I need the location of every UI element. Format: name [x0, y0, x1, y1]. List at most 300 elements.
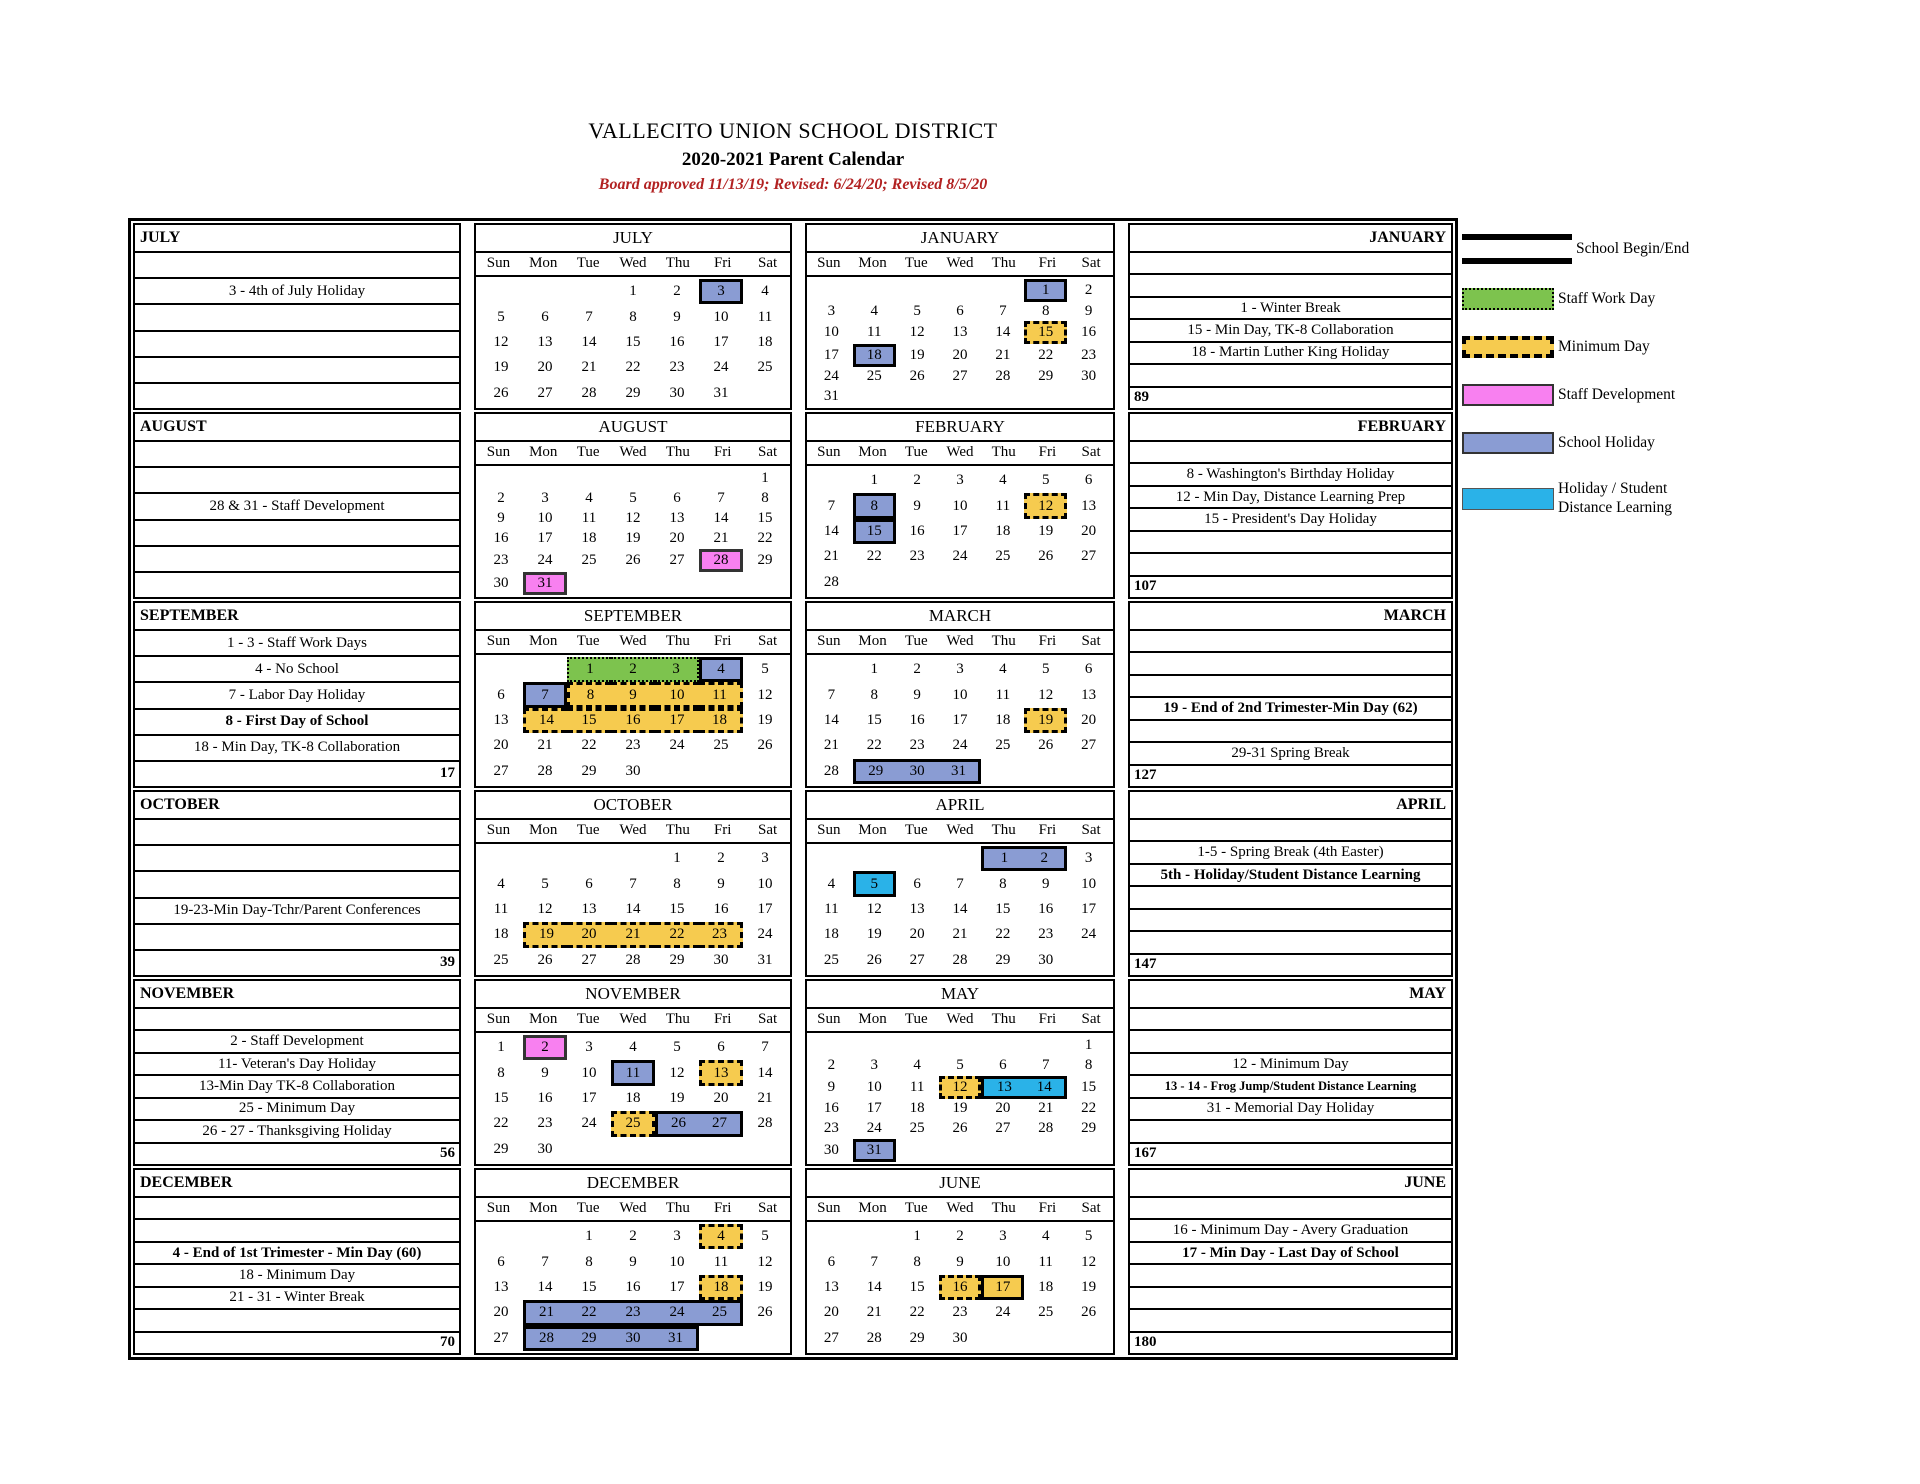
- day-cell: 1: [913, 1228, 921, 1245]
- note-line-empty: [135, 521, 459, 547]
- day-cell: 4: [761, 283, 769, 300]
- day-cell: 1: [585, 1228, 593, 1245]
- day-cell: 25: [995, 548, 1011, 565]
- week-row: [810, 468, 1110, 493]
- note-line: 8 - Washington's Birthday Holiday: [1130, 464, 1451, 486]
- legend-label: [1558, 386, 1675, 405]
- day-cell: 29: [995, 951, 1011, 968]
- day-cell: 13: [581, 901, 597, 918]
- day-cell: 17: [757, 901, 773, 918]
- week-row: [479, 1300, 787, 1325]
- note-line: 107: [1134, 578, 1157, 595]
- note-line-empty: [1130, 910, 1451, 932]
- calendar-grid: [807, 1222, 1113, 1353]
- day-header-label: Sun: [486, 1011, 511, 1027]
- day-cell: 8: [913, 1253, 921, 1270]
- day-cell-empty: [810, 468, 853, 493]
- day-cell: 26: [952, 1120, 968, 1137]
- day-header-label: Thu: [665, 255, 690, 271]
- day-cell-minimum-day: 19: [1024, 708, 1067, 733]
- day-cell: 6: [497, 686, 505, 703]
- day-cell: 22: [1038, 347, 1054, 364]
- day-cell: 7: [541, 1253, 549, 1270]
- day-cell: 20: [952, 347, 968, 364]
- day-cell: 5: [761, 661, 769, 678]
- day-cell: 25: [581, 552, 597, 568]
- note-line-empty: [1130, 1310, 1451, 1332]
- note-line-empty: [1130, 653, 1451, 675]
- day-cell: 19: [1081, 1279, 1097, 1296]
- day-cell-school-holiday: 31: [655, 1326, 699, 1351]
- day-header-label: Sun: [486, 633, 511, 649]
- day-cell-empty: [896, 279, 939, 302]
- day-cell-holiday-student-distance-learning: 13: [981, 1076, 1024, 1099]
- day-cell-empty: [655, 572, 699, 595]
- note-line: 147: [1134, 956, 1157, 973]
- note-line: 4 - No School: [135, 657, 459, 683]
- day-cell: 27: [581, 951, 597, 968]
- day-cell: 23: [909, 737, 925, 754]
- day-header-label: Fri: [1038, 633, 1057, 649]
- day-cell: 15: [669, 901, 685, 918]
- day-cell: 12: [909, 324, 925, 341]
- day-cell: 14: [713, 510, 729, 527]
- week-row: [479, 1249, 787, 1274]
- week-row: [810, 1275, 1110, 1300]
- august-calendar: [474, 412, 792, 599]
- day-header-label: Sun: [486, 444, 511, 460]
- day-cell-empty: [479, 1224, 523, 1249]
- day-cell: 16: [1038, 901, 1054, 918]
- june-month-label: JUNE: [1130, 1170, 1451, 1198]
- week-row: [810, 1035, 1110, 1055]
- july-month-label: JULY: [135, 225, 459, 253]
- day-cell: 9: [673, 308, 681, 325]
- day-cell: 4: [913, 1056, 921, 1073]
- calendar-grid: [476, 466, 790, 597]
- day-cell: 21: [757, 1090, 773, 1107]
- month-row: [133, 979, 1453, 1166]
- day-cell: 23: [537, 1115, 553, 1132]
- legend-swatch-staff-development: [1462, 384, 1554, 406]
- day-cell-school-holiday: 1: [981, 846, 1024, 871]
- day-cell: 8: [497, 1064, 505, 1081]
- day-header-label: Tue: [904, 1011, 928, 1027]
- day-header-row: [476, 1198, 790, 1222]
- day-cell: 15: [995, 901, 1011, 918]
- day-cell: 28: [1038, 1120, 1054, 1137]
- day-cell-school-holiday: 11: [611, 1060, 655, 1085]
- day-cell-minimum-day: 10: [655, 682, 699, 707]
- day-cell-empty: [1067, 759, 1110, 784]
- day-header-label: Thu: [665, 444, 690, 460]
- day-cell: 6: [497, 1253, 505, 1270]
- day-header-label: Tue: [576, 1011, 600, 1027]
- day-cell: 30: [713, 951, 729, 968]
- day-cell: 24: [1081, 926, 1097, 943]
- day-cell: 28: [757, 1115, 773, 1132]
- day-header-label: Thu: [991, 822, 1016, 838]
- day-cell: 31: [757, 951, 773, 968]
- day-cell: 9: [497, 510, 505, 527]
- day-cell: 15: [909, 1279, 925, 1296]
- day-cell-empty: [810, 846, 853, 871]
- day-cell: 24: [581, 1115, 597, 1132]
- day-cell-empty: [743, 381, 787, 406]
- day-cell: 26: [537, 951, 553, 968]
- day-cell: 3: [585, 1039, 593, 1056]
- note-line-empty: [1130, 676, 1451, 698]
- day-header-label: Wed: [619, 444, 647, 460]
- december-notes-panel: [133, 1168, 461, 1355]
- day-cell: 11: [995, 497, 1011, 514]
- day-cell: 20: [1081, 523, 1097, 540]
- day-cell-school-holiday: 29: [853, 759, 896, 784]
- day-header-label: Fri: [713, 633, 732, 649]
- day-cell: 11: [757, 308, 773, 325]
- march-notes-panel: [1128, 601, 1453, 788]
- day-cell-empty: [981, 759, 1024, 784]
- note-line-empty: [135, 846, 459, 872]
- day-cell-minimum-day: 18: [699, 1275, 743, 1300]
- day-cell: 19: [625, 530, 641, 547]
- week-row: [810, 708, 1110, 733]
- day-cell-empty: [479, 468, 523, 488]
- note-line-empty: [135, 468, 459, 494]
- day-header-label: Sun: [486, 255, 511, 271]
- may-calendar: [805, 979, 1115, 1166]
- day-cell-school-holiday: 22: [567, 1300, 611, 1325]
- day-cell: 25: [823, 951, 839, 968]
- district-title: VALLECITO UNION SCHOOL DISTRICT: [588, 118, 998, 143]
- day-cell-empty: [981, 570, 1024, 595]
- calendar-grid: [807, 277, 1113, 408]
- day-cell: 23: [625, 737, 641, 754]
- day-cell: 30: [537, 1140, 553, 1157]
- note-line: 39: [440, 954, 455, 971]
- day-cell: 27: [995, 1120, 1011, 1137]
- day-cell: 30: [952, 1329, 968, 1346]
- day-cell: 14: [823, 523, 839, 540]
- day-cell: 14: [537, 1279, 553, 1296]
- august-calendar-title: AUGUST: [476, 414, 790, 442]
- day-cell: 1: [673, 850, 681, 867]
- day-cell-empty: [523, 468, 567, 488]
- day-cell: 15: [866, 712, 882, 729]
- day-cell: 21: [952, 926, 968, 943]
- note-line-empty: [1130, 1198, 1451, 1220]
- note-line: 5th - Holiday/Student Distance Learning: [1130, 865, 1451, 887]
- week-row: [810, 344, 1110, 367]
- day-cell-minimum-day: 12: [939, 1076, 982, 1099]
- day-header-row: [807, 442, 1113, 466]
- note-line: 19 - End of 2nd Trimester-Min Day (62): [1130, 698, 1451, 720]
- note-line: 18 - Minimum Day: [135, 1265, 459, 1287]
- week-row: [479, 897, 787, 922]
- week-row: [479, 279, 787, 304]
- day-cell: 20: [537, 359, 553, 376]
- week-row: [810, 1326, 1110, 1351]
- day-header-label: Sun: [817, 822, 841, 838]
- day-cell: 16: [909, 712, 925, 729]
- calendar-table: [128, 218, 1458, 1360]
- day-cell-empty: [853, 846, 896, 871]
- note-line-empty: [1130, 554, 1451, 576]
- legend-label-line: Minimum Day: [1558, 337, 1650, 355]
- day-cell: 26: [1038, 737, 1054, 754]
- day-cell: 1: [870, 472, 879, 489]
- day-cell: 4: [1041, 1228, 1050, 1245]
- note-line-empty: [1130, 820, 1451, 842]
- day-cell: 23: [1038, 926, 1054, 943]
- day-cell: 16: [1081, 324, 1097, 341]
- day-cell-minimum-day: 14: [523, 708, 567, 733]
- day-cell: 15: [625, 334, 641, 351]
- day-header-label: Tue: [904, 822, 928, 838]
- day-cell: 10: [713, 308, 729, 325]
- calendar-grid: [476, 844, 790, 975]
- day-cell: 6: [1084, 472, 1093, 489]
- day-cell: 13: [669, 510, 685, 527]
- month-row: [133, 412, 1453, 599]
- day-header-label: Wed: [619, 255, 647, 271]
- day-cell: 19: [757, 712, 773, 729]
- day-header-label: Wed: [946, 1200, 974, 1216]
- note-line: 17 - Min Day - Last Day of School: [1130, 1243, 1451, 1265]
- day-cell: 19: [952, 1100, 968, 1117]
- day-cell: 1: [761, 469, 769, 486]
- day-cell-school-holiday: 18: [853, 344, 896, 367]
- day-cell-empty: [896, 570, 939, 595]
- day-cell: 2: [827, 1056, 836, 1073]
- week-row: [810, 1076, 1110, 1099]
- week-row: [479, 381, 787, 406]
- day-header-label: Mon: [858, 633, 887, 649]
- july-notes-panel: [133, 223, 461, 410]
- week-row: [479, 1035, 787, 1060]
- day-cell: 14: [581, 334, 597, 351]
- day-cell-empty: [1024, 1035, 1067, 1055]
- day-cell: 20: [713, 1090, 729, 1107]
- july-calendar: [474, 223, 792, 410]
- note-line: 89: [1134, 389, 1149, 406]
- legend-item-staff-work-day: [1462, 288, 1655, 310]
- day-header-label: Mon: [858, 255, 887, 271]
- note-line: 11- Veteran's Day Holiday: [135, 1054, 459, 1076]
- day-cell: 12: [669, 1064, 685, 1081]
- week-row: [479, 1086, 787, 1111]
- day-cell: 14: [952, 901, 968, 918]
- day-cell-minimum-day: 17: [655, 708, 699, 733]
- day-header-label: Sun: [486, 1200, 511, 1216]
- note-line-empty: [1130, 275, 1451, 297]
- day-cell: 30: [823, 1142, 839, 1158]
- day-header-label: Thu: [991, 1011, 1016, 1027]
- day-cell: 7: [956, 875, 964, 892]
- march-month-label: MARCH: [1130, 603, 1451, 631]
- day-cell: 10: [1081, 875, 1097, 892]
- day-cell: 26: [1081, 1304, 1097, 1321]
- note-line-empty: [135, 332, 459, 358]
- day-cell: 27: [909, 951, 925, 968]
- legend-swatch-holiday-student-distance-learning: [1462, 488, 1554, 510]
- day-header-label: Wed: [946, 255, 974, 271]
- october-calendar: [474, 790, 792, 977]
- day-cell-empty: [896, 387, 939, 406]
- day-header-label: Sat: [757, 1200, 778, 1216]
- day-header-row: [807, 631, 1113, 655]
- day-header-label: Sat: [1081, 444, 1101, 460]
- day-cell-empty: [896, 1035, 939, 1055]
- week-row: [479, 922, 787, 947]
- day-cell: 11: [581, 510, 597, 527]
- day-cell: 20: [909, 926, 925, 943]
- day-cell: 1: [870, 661, 879, 678]
- day-cell-empty: [1067, 387, 1110, 406]
- day-cell: 14: [995, 324, 1011, 341]
- day-cell: 7: [1041, 1056, 1050, 1073]
- day-cell: 14: [757, 1064, 773, 1081]
- day-header-label: Tue: [576, 822, 600, 838]
- day-cell-minimum-day: 23: [699, 922, 743, 947]
- note-line-empty: [135, 872, 459, 898]
- note-line: 8 - First Day of School: [135, 710, 459, 736]
- day-header-label: Mon: [529, 1011, 558, 1027]
- day-header-label: Fri: [713, 255, 732, 271]
- day-header-label: Thu: [991, 633, 1016, 649]
- note-line-empty: [135, 925, 459, 951]
- legend-item-staff-development: [1462, 384, 1675, 406]
- week-row: [479, 304, 787, 329]
- week-row: [810, 948, 1110, 973]
- april-notes-panel: [1128, 790, 1453, 977]
- day-cell: 5: [497, 308, 505, 325]
- day-header-label: Fri: [1038, 444, 1057, 460]
- day-cell: 10: [823, 324, 839, 341]
- note-line: 31 - Memorial Day Holiday: [1130, 1099, 1451, 1121]
- day-header-label: Tue: [904, 633, 928, 649]
- note-line: 13 - 14 - Frog Jump/Student Distance Learning: [1130, 1076, 1451, 1098]
- day-cell: 23: [909, 548, 925, 565]
- day-cell: 2: [956, 1228, 964, 1245]
- day-cell-school-holiday: 26: [655, 1111, 699, 1136]
- week-row: [479, 682, 787, 707]
- december-calendar-title: DECEMBER: [476, 1170, 790, 1198]
- note-line-empty: [135, 1310, 459, 1332]
- note-line: 29-31 Spring Break: [1130, 743, 1451, 765]
- day-cell-minimum-day: 20: [567, 922, 611, 947]
- day-cell: 2: [497, 489, 505, 506]
- day-cell-empty: [1067, 948, 1110, 973]
- day-header-label: Sat: [1081, 1011, 1101, 1027]
- day-cell: 23: [1081, 347, 1097, 364]
- week-row: [479, 733, 787, 758]
- day-header-label: Fri: [713, 1200, 732, 1216]
- day-cell-minimum-day-last-day: 17: [981, 1275, 1024, 1300]
- day-cell: 6: [585, 875, 593, 892]
- note-line: 18 - Min Day, TK-8 Collaboration: [135, 736, 459, 762]
- day-header-label: Fri: [1038, 255, 1057, 271]
- day-header-label: Thu: [991, 255, 1016, 271]
- day-cell: 15: [1081, 1078, 1097, 1095]
- legend-swatch-staff-work-day: [1462, 288, 1554, 310]
- day-cell: 24: [669, 737, 685, 754]
- day-cell-empty: [981, 387, 1024, 406]
- day-cell: 22: [866, 548, 882, 565]
- day-cell-school-holiday: 31: [939, 759, 982, 784]
- legend-item-minimum-day: [1462, 336, 1650, 358]
- day-header-label: Mon: [529, 1200, 558, 1216]
- day-cell-empty: [1067, 1139, 1110, 1162]
- day-cell: 28: [581, 384, 597, 401]
- day-cell-school-holiday: 27: [699, 1111, 743, 1136]
- day-cell: 1: [497, 1039, 505, 1056]
- day-cell-empty: [896, 846, 939, 871]
- day-cell: 10: [757, 875, 773, 892]
- day-cell: 3: [673, 1228, 681, 1245]
- week-row: [810, 1224, 1110, 1249]
- note-line-empty: [135, 1220, 459, 1242]
- day-cell-empty: [853, 279, 896, 302]
- day-cell: 12: [537, 901, 553, 918]
- day-cell-empty: [939, 279, 982, 302]
- day-header-label: Sat: [757, 633, 778, 649]
- day-cell: 13: [909, 901, 925, 918]
- day-cell: 12: [757, 1253, 773, 1270]
- day-cell: 4: [629, 1039, 637, 1056]
- day-cell: 27: [493, 762, 509, 779]
- week-row: [810, 733, 1110, 758]
- week-row: [479, 759, 787, 784]
- day-header-label: Sun: [817, 1200, 841, 1216]
- day-cell: 27: [823, 1329, 839, 1346]
- february-notes-panel: [1128, 412, 1453, 599]
- day-cell-empty: [567, 846, 611, 871]
- week-row: [810, 846, 1110, 871]
- day-cell: 29: [757, 552, 773, 568]
- calendar-grid: [476, 277, 790, 408]
- october-calendar-title: OCTOBER: [476, 792, 790, 820]
- day-cell-minimum-day: 9: [611, 682, 655, 707]
- day-cell: 10: [537, 510, 553, 527]
- week-row: [479, 708, 787, 733]
- day-cell: 19: [866, 926, 882, 943]
- march-calendar: [805, 601, 1115, 788]
- day-cell-empty: [853, 1035, 896, 1055]
- day-header-label: Fri: [713, 444, 732, 460]
- day-cell: 10: [581, 1064, 597, 1081]
- day-cell: 21: [823, 548, 839, 565]
- day-cell: 3: [827, 303, 836, 320]
- day-cell: 18: [581, 530, 597, 547]
- day-header-label: Sat: [757, 255, 778, 271]
- day-cell: 13: [952, 324, 968, 341]
- day-cell: 25: [909, 1120, 925, 1137]
- day-cell: 8: [585, 1253, 593, 1270]
- day-cell: 30: [1038, 951, 1054, 968]
- day-cell: 11: [995, 686, 1011, 703]
- day-cell: 22: [757, 530, 773, 547]
- day-cell: 27: [1081, 737, 1097, 754]
- day-cell: 1: [1084, 1036, 1093, 1053]
- day-header-label: Mon: [858, 822, 887, 838]
- day-header-label: Thu: [665, 633, 690, 649]
- day-cell: 17: [581, 1090, 597, 1107]
- day-cell: 20: [493, 737, 509, 754]
- day-cell: 29: [1081, 1120, 1097, 1137]
- day-cell: 2: [717, 850, 725, 867]
- week-row: [810, 682, 1110, 707]
